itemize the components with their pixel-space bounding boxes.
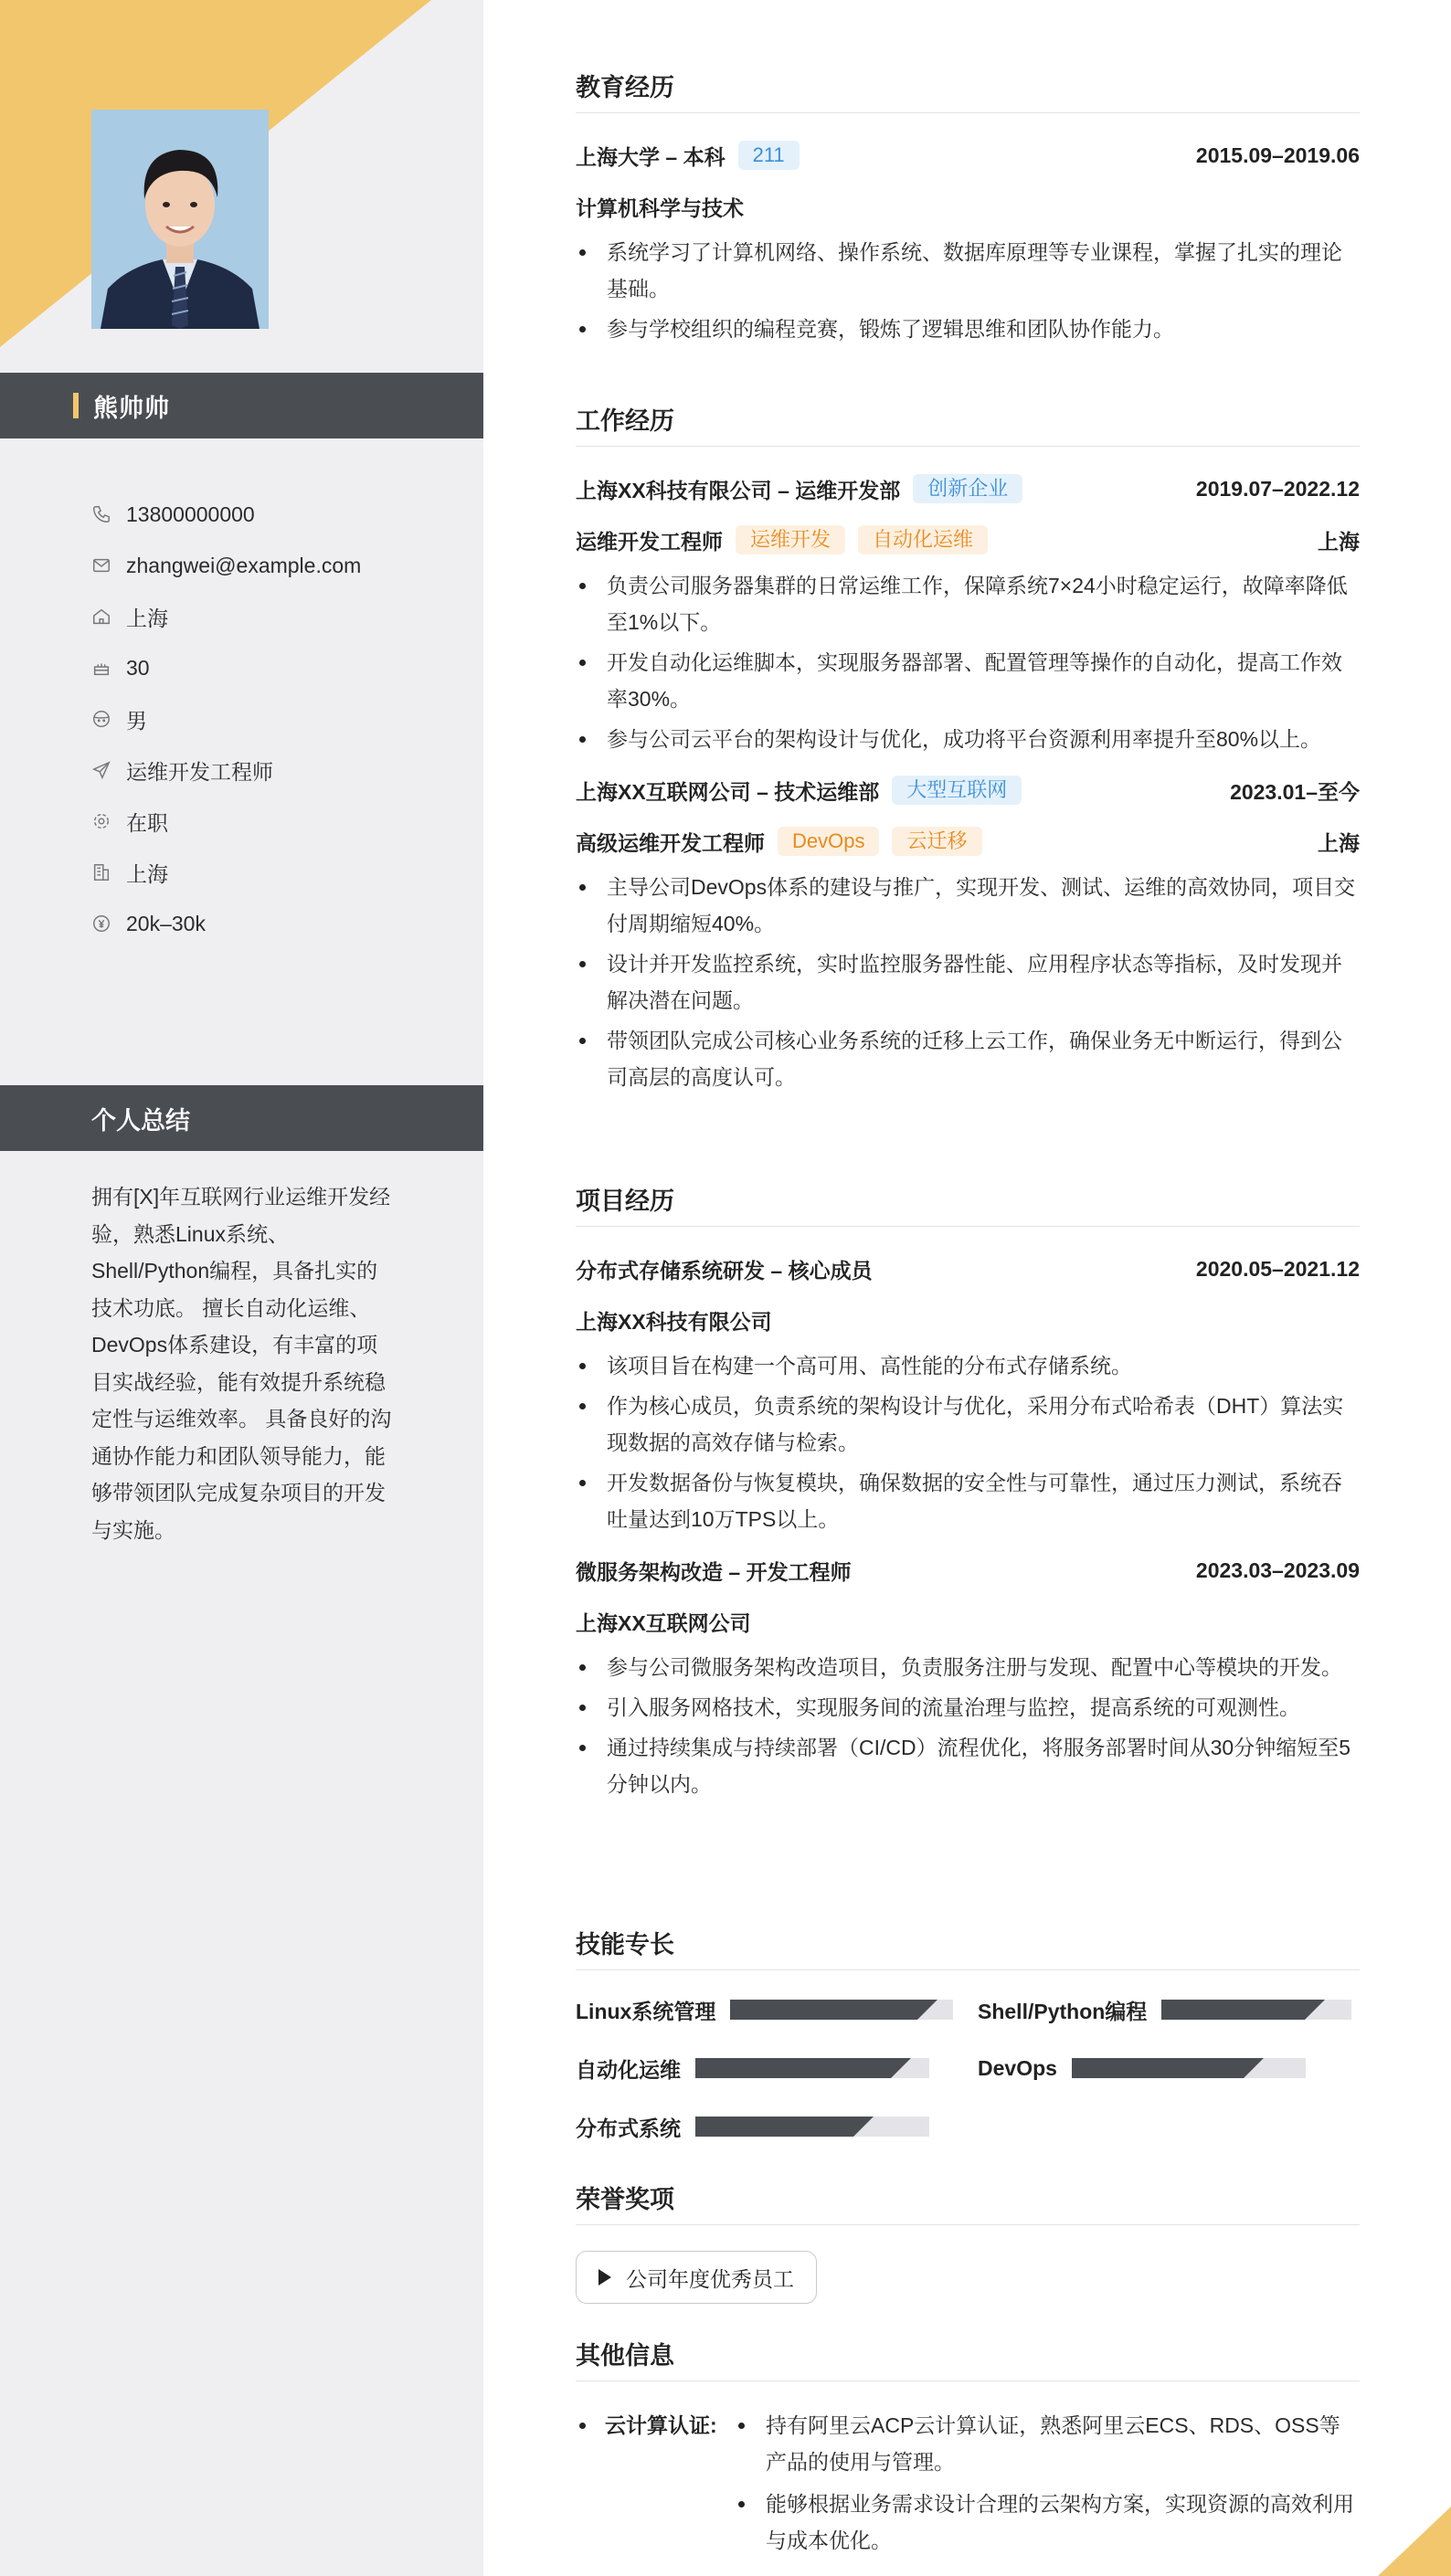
skill-name: 分布式系统 (576, 2116, 681, 2140)
list-item: 系统学习了计算机网络、操作系统、数据库原理等专业课程，掌握了扎实的理论基础。 (576, 234, 1360, 307)
skill-bar-fill (695, 2058, 891, 2078)
skill-bar-fill (730, 2000, 917, 2020)
skill-item (576, 1996, 953, 2023)
summary-header (0, 1085, 483, 1151)
skill-bar (1072, 2058, 1306, 2078)
skill-bar-fill (695, 2117, 853, 2137)
role-tag: DevOps (778, 827, 879, 856)
company-tag: 大型互联网 (892, 776, 1022, 805)
building-icon (91, 862, 111, 882)
summary-title: 个人总结 (91, 1106, 190, 1135)
contact-info-list (91, 489, 475, 949)
list-item: 开发数据备份与恢复模块，确保数据的安全性与可靠性，通过压力测试，系统吞吐量达到10万TPS以上。 (576, 1464, 1360, 1537)
job-bullets (576, 567, 1360, 757)
education-section (576, 75, 1360, 351)
education-header-row (576, 141, 1360, 170)
info-text: 上海 (126, 861, 168, 886)
list-item: 参与公司微服务架构改造项目，负责服务注册与发现、配置中心等模块的开发。 (576, 1649, 1360, 1685)
list-item: 带领团队完成公司核心业务系统的迁移上云工作，确保业务无中断运行，得到公司高层的高度认可。 (576, 1022, 1360, 1095)
school-tag: 211 (738, 141, 800, 170)
project-name: 微服务架构改造 – 开发工程师 (576, 1559, 852, 1584)
project-org-row (576, 1607, 1360, 1636)
other-label: 云计算认证: (576, 2407, 735, 2564)
other-info-row (576, 2407, 1360, 2564)
role-tag: 云迁移 (892, 827, 981, 856)
job-header-row (576, 776, 1360, 805)
skill-bar (730, 2000, 953, 2020)
section-title: 技能专长 (576, 1932, 1360, 1970)
skill-bar (695, 2058, 929, 2078)
job-role-row (576, 525, 1360, 554)
project-date: 2023.03–2023.09 (1195, 1557, 1360, 1582)
info-text: zhangwei@example.com (126, 553, 362, 577)
skill-item (978, 1996, 1351, 2023)
info-salary (91, 898, 475, 949)
list-item: 能够根据业务需求设计合理的云架构方案，实现资源的高效利用与成本优化。 (735, 2486, 1360, 2559)
cake-icon (91, 658, 111, 678)
info-text: 运维开发工程师 (126, 759, 273, 784)
project-header-row (576, 1254, 1360, 1283)
info-phone (91, 489, 475, 540)
skills-grid (576, 1996, 1360, 2197)
info-location (91, 591, 475, 642)
skill-bar-fill (1161, 2000, 1305, 2020)
info-gender (91, 693, 475, 744)
skill-name: Linux系统管理 (576, 1999, 716, 2023)
project-header-row (576, 1556, 1360, 1585)
skill-name: DevOps (978, 2055, 1057, 2080)
info-text: 13800000000 (126, 501, 255, 526)
project-date: 2020.05–2021.12 (1195, 1256, 1360, 1281)
phone-icon (91, 504, 111, 524)
name-bar (0, 373, 483, 438)
info-text: 上海 (126, 606, 168, 630)
list-item: 参与学校组织的编程竞赛，锻炼了逻辑思维和团队协作能力。 (576, 311, 1360, 347)
list-item: 作为核心成员，负责系统的架构设计与优化，采用分布式哈希表（DHT）算法实现数据的高效存储与检索。 (576, 1388, 1360, 1461)
face-icon (91, 709, 111, 729)
project-bullets (576, 1347, 1360, 1537)
list-item: 持有阿里云ACP云计算认证，熟悉阿里云ECS、RDS、OSS等产品的使用与管理。 (735, 2407, 1360, 2480)
project-name: 分布式存储系统研发 – 核心成员 (576, 1258, 873, 1283)
section-title: 教育经历 (576, 75, 1360, 113)
skill-item (576, 2054, 929, 2082)
company-tag: 创新企业 (913, 474, 1022, 503)
honor-label: 公司年度优秀员工 (626, 2266, 794, 2291)
info-text: 20k–30k (126, 911, 206, 935)
job-bullets (576, 869, 1360, 1095)
avatar (91, 110, 269, 329)
job-city: 上海 (1318, 529, 1360, 554)
info-text: 30 (126, 655, 150, 680)
section-title: 其他信息 (576, 2343, 1360, 2381)
education-bullets (576, 234, 1360, 347)
summary-text: 拥有[X]年互联网行业运维开发经验，熟悉Linux系统、Shell/Python编程，具备扎实的技术功底。 擅长自动化运维、DevOps体系建设，有丰富的项目实战经验，能有效提升系统稳定性与运维效率。 具备良好的沟通协作能力和团队领导能力，能够带领团队完成复杂项目的开发与实施。 (91, 1185, 392, 1542)
list-item: 通过持续集成与持续部署（CI/CD）流程优化，将服务部署时间从30分钟缩短至5分钟以内。 (576, 1729, 1360, 1802)
projects-section (576, 1188, 1360, 1806)
info-age (91, 642, 475, 693)
project-bullets (576, 1649, 1360, 1802)
list-item: 设计并开发监控系统，实时监控服务器性能、应用程序状态等指标，及时发现并解决潜在问题。 (576, 945, 1360, 1019)
info-text: 在职 (126, 810, 168, 835)
job-date: 2019.07–2022.12 (1195, 476, 1360, 501)
yellow-corner-decoration-bottom (1378, 2507, 1451, 2576)
job-role-row (576, 827, 1360, 856)
list-item: 负责公司服务器集群的日常运维工作，保障系统7×24小时稳定运行，故障率降低至1%以下。 (576, 567, 1360, 640)
list-item: 引入服务网格技术，实现服务间的流量治理与监控，提高系统的可观测性。 (576, 1689, 1360, 1726)
job-city: 上海 (1318, 830, 1360, 855)
info-email (91, 540, 475, 591)
section-title: 荣誉奖项 (576, 2187, 1360, 2225)
honor-item[interactable] (576, 2251, 817, 2304)
job-header-row (576, 474, 1360, 503)
info-city (91, 847, 475, 898)
school-name: 上海大学 – 本科 (576, 144, 726, 169)
skill-bar (695, 2117, 929, 2137)
job-role: 高级运维开发工程师 (576, 830, 765, 855)
role-tag: 自动化运维 (858, 525, 988, 554)
name-accent-mark (73, 393, 79, 418)
list-item: 参与公司云平台的架构设计与优化，成功将平台资源利用率提升至80%以上。 (576, 721, 1360, 757)
home-icon (91, 607, 111, 627)
skills-section (576, 1932, 1360, 2197)
major-name: 计算机科学与技术 (576, 195, 744, 220)
other-bullets (735, 2407, 1360, 2564)
list-item: 该项目旨在构建一个高可用、高性能的分布式存储系统。 (576, 1347, 1360, 1384)
job-role: 运维开发工程师 (576, 529, 723, 554)
job-date: 2023.01–至今 (1230, 779, 1360, 804)
company-name: 上海XX互联网公司 – 技术运维部 (576, 779, 880, 804)
honors-section (576, 2187, 1360, 2304)
salary-icon (91, 913, 111, 934)
mail-icon (91, 555, 111, 575)
info-text: 男 (126, 708, 147, 733)
skill-bar (1161, 2000, 1351, 2020)
skill-item (978, 2054, 1306, 2082)
info-position (91, 744, 475, 796)
work-section (576, 408, 1360, 1099)
status-icon (91, 811, 111, 831)
skill-name: Shell/Python编程 (978, 1999, 1148, 2023)
major-row (576, 192, 1360, 221)
info-status (91, 796, 475, 847)
education-date: 2015.09–2019.06 (1195, 143, 1360, 167)
skill-bar-fill (1072, 2058, 1244, 2078)
role-tag: 运维开发 (736, 525, 845, 554)
company-name: 上海XX科技有限公司 – 运维开发部 (576, 478, 901, 502)
project-org: 上海XX互联网公司 (576, 1610, 751, 1635)
section-title: 项目经历 (576, 1188, 1360, 1227)
skill-name: 自动化运维 (576, 2057, 681, 2082)
list-item: 开发自动化运维脚本，实现服务器部署、配置管理等操作的自动化，提高工作效率30%。 (576, 644, 1360, 717)
project-org-row (576, 1305, 1360, 1335)
list-item: 主导公司DevOps体系的建设与推广，实现开发、测试、运维的高效协同，项目交付周期缩短40%。 (576, 869, 1360, 942)
play-icon (598, 2269, 611, 2286)
project-org: 上海XX科技有限公司 (576, 1309, 772, 1334)
section-title: 工作经历 (576, 408, 1360, 447)
sidebar (0, 0, 483, 2576)
candidate-name: 熊帅帅 (93, 394, 170, 422)
skill-item (576, 2113, 929, 2140)
other-section (576, 2343, 1360, 2564)
send-icon (91, 760, 111, 780)
